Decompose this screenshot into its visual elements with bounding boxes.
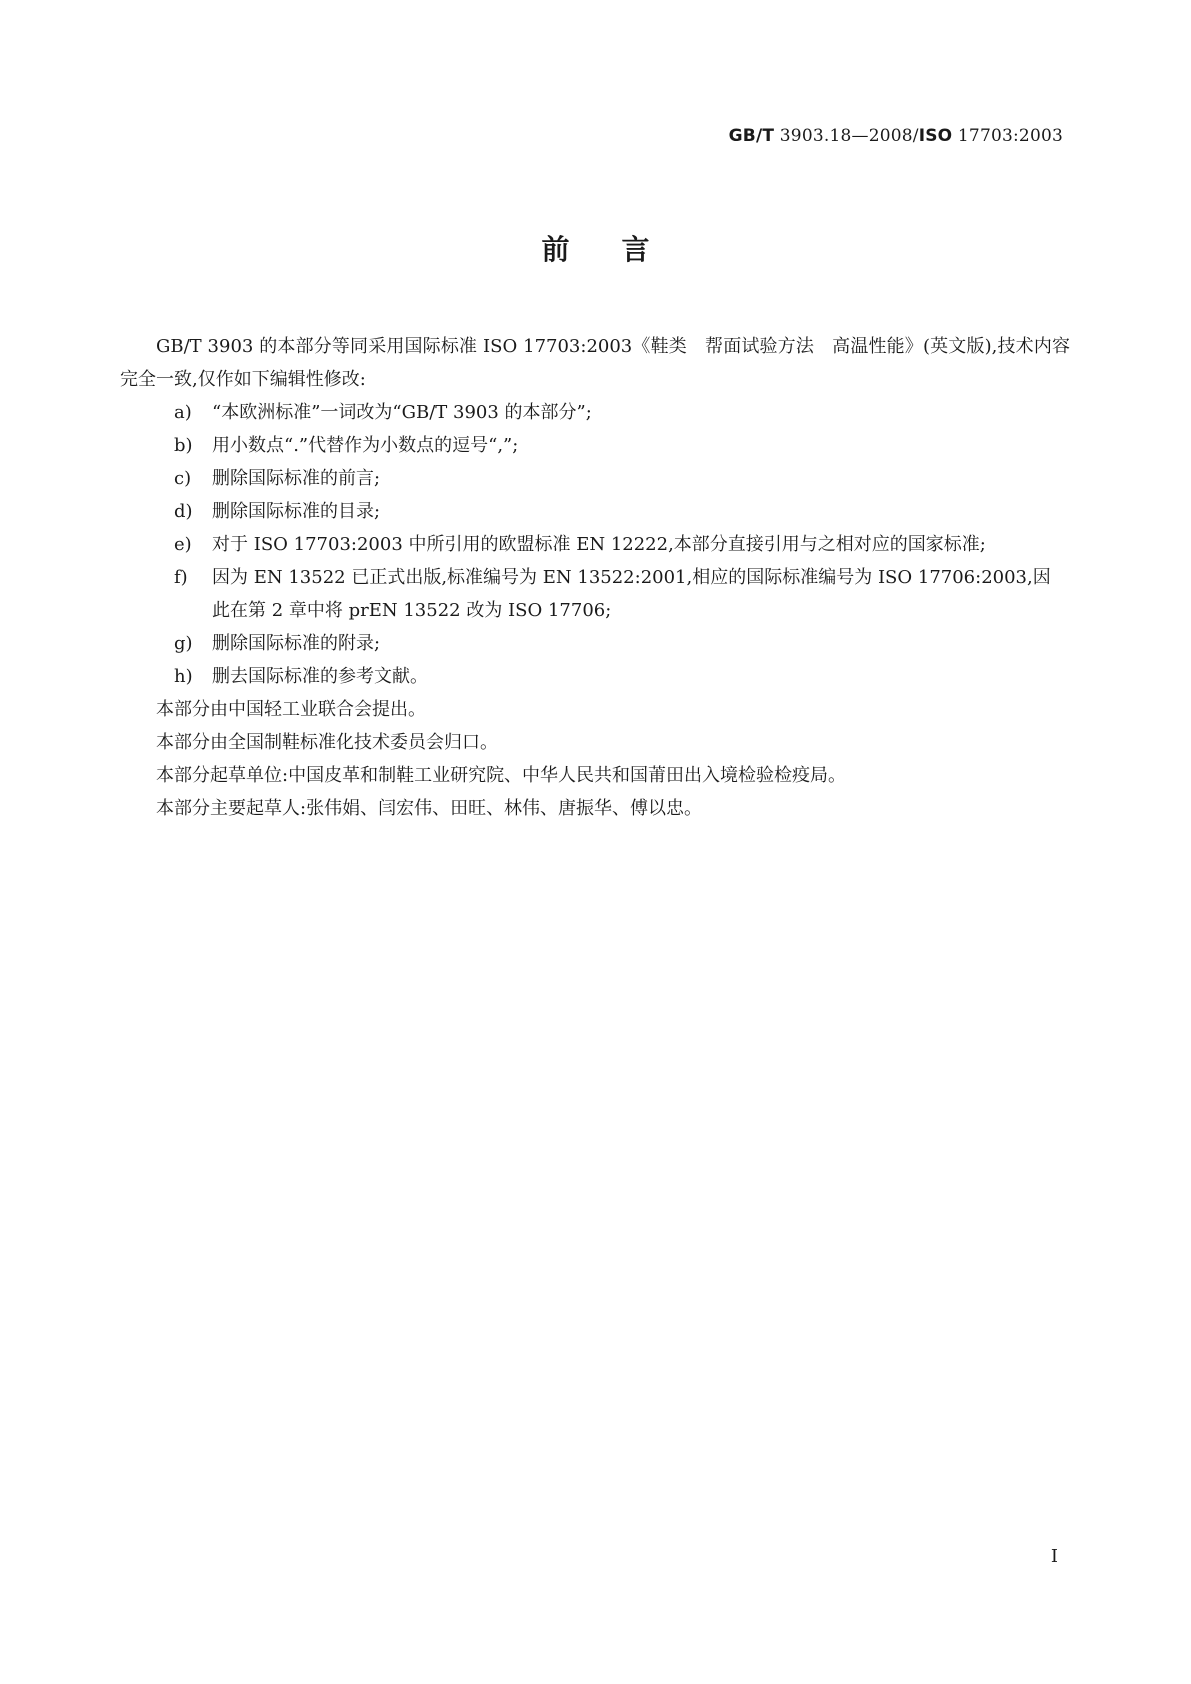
list-item-text: “本欧洲标准”一词改为“GB/T 3903 的本部分”; bbox=[212, 402, 592, 423]
list-item-marker: g) bbox=[174, 633, 193, 654]
iso-number: 17703:2003 bbox=[952, 126, 1063, 146]
list-item bbox=[174, 495, 1070, 528]
list-item bbox=[174, 462, 1070, 495]
intro-paragraph: GB/T 3903 的本部分等同采用国际标准 ISO 17703:2003《鞋类 帮面试验方法 高温性能》(英文版),技术内容完全一致,仅作如下编辑性修改: bbox=[120, 336, 1070, 390]
list-item-marker: d) bbox=[174, 501, 193, 522]
proposed-by-statement: 本部分由中国轻工业联合会提出。 bbox=[156, 699, 426, 720]
list-item-text: 删除国际标准的附录; bbox=[212, 633, 381, 654]
list-item-text: 因为 EN 13522 已正式出版,标准编号为 EN 13522:2001,相应的国际标准编号为 ISO 17706:2003,因此在第 2 章中将 prEN 13522 改为 ISO 17706; bbox=[212, 567, 1051, 621]
list-item bbox=[174, 627, 1070, 660]
managed-by-statement: 本部分由全国制鞋标准化技术委员会归口。 bbox=[156, 732, 498, 753]
list-item-text: 删除国际标准的目录; bbox=[212, 501, 381, 522]
list-item-marker: b) bbox=[174, 435, 193, 456]
list-item-marker: c) bbox=[174, 468, 192, 489]
iso-code: ISO bbox=[918, 126, 953, 146]
list-item-marker: h) bbox=[174, 666, 193, 687]
list-item bbox=[174, 429, 1070, 462]
std-code: GB/T bbox=[728, 126, 775, 146]
list-item-marker: e) bbox=[174, 534, 192, 555]
list-item bbox=[174, 396, 1070, 429]
page-title: 前言 bbox=[541, 233, 702, 266]
list-item-text: 对于 ISO 17703:2003 中所引用的欧盟标准 EN 12222,本部分直接引用与之相对应的国家标准; bbox=[212, 534, 986, 555]
list-item-marker: a) bbox=[174, 402, 192, 423]
list-item bbox=[174, 660, 1070, 693]
drafters-statement: 本部分主要起草人:张伟娟、闫宏伟、田旺、林伟、唐振华、傅以忠。 bbox=[156, 798, 703, 819]
list-item-marker: f) bbox=[174, 567, 188, 588]
list-item bbox=[174, 528, 1070, 561]
std-number: 3903.18—2008/ bbox=[774, 126, 919, 146]
page-number: I bbox=[1050, 1546, 1058, 1567]
standard-number-header bbox=[729, 126, 1063, 146]
drafting-units-statement: 本部分起草单位:中国皮革和制鞋工业研究院、中华人民共和国莆田出入境检验检疫局。 bbox=[156, 765, 847, 786]
list-item bbox=[174, 561, 1070, 627]
list-item-text: 删除国际标准的前言; bbox=[212, 468, 381, 489]
foreword-body bbox=[120, 330, 1070, 825]
list-item-text: 用小数点“.”代替作为小数点的逗号“,”; bbox=[212, 435, 519, 456]
list-item-text: 删去国际标准的参考文献。 bbox=[212, 666, 428, 687]
